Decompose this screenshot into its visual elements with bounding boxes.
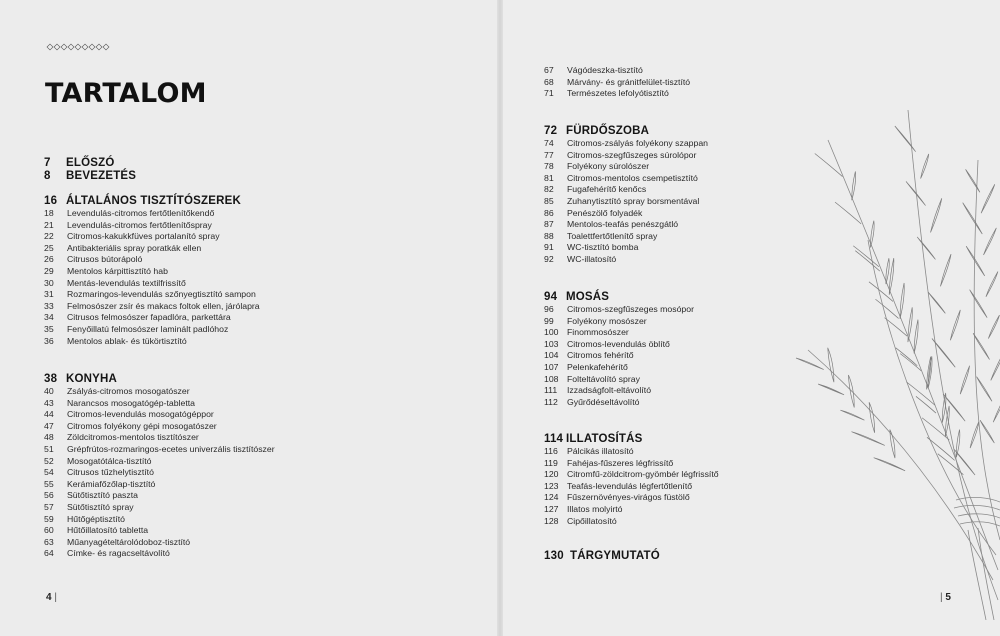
leaf-shape <box>828 348 834 382</box>
entry-title: Mentolos kárpittisztító hab <box>67 265 168 276</box>
section-heading[interactable] <box>44 373 484 386</box>
page-number-right-value: 5 <box>945 592 951 603</box>
section-heading[interactable] <box>44 195 484 208</box>
leaf-shape <box>980 420 994 443</box>
entry-title: Cipőillatosító <box>567 515 617 526</box>
entry-page-number: 51 <box>44 443 54 454</box>
section-page-number: 38 <box>44 373 58 385</box>
entry-title: Mentás-levendulás textilfrissítő <box>67 277 186 288</box>
section-title: KONYHA <box>66 373 118 385</box>
section-title: ELŐSZÓ <box>66 157 115 169</box>
entry-title: Levendulás-citromos fertőtlenítőspray <box>67 219 212 230</box>
section-title: FÜRDŐSZOBA <box>566 125 650 137</box>
toc-entry[interactable] <box>44 502 484 514</box>
entry-title: Mosogatótálca-tisztító <box>67 455 152 466</box>
entry-title: Toalettfertőtlenítő spray <box>567 230 658 241</box>
entry-page-number: 82 <box>544 184 554 195</box>
leaf-shape <box>875 299 898 318</box>
section-page-number: 16 <box>44 195 58 207</box>
entry-page-number: 44 <box>44 409 54 420</box>
entry-page-number: 77 <box>544 149 554 160</box>
leaf-shape <box>970 422 979 449</box>
entry-page-number: 74 <box>544 138 554 148</box>
entry-page-number: 34 <box>44 312 54 323</box>
leaf-shape <box>932 339 955 368</box>
entry-page-number: 64 <box>44 548 54 559</box>
entry-title: Citromos-szegfűszeges mosópor <box>567 304 694 314</box>
section-heading[interactable] <box>44 170 484 183</box>
toc-entry[interactable] <box>44 208 484 220</box>
entry-title: Zuhanytisztító spray borsmentával <box>567 195 700 206</box>
entry-page-number: 103 <box>544 338 559 349</box>
section-page-number: 7 <box>44 157 51 169</box>
toc-section-eloszo <box>44 157 484 170</box>
leaf-shape <box>855 251 880 271</box>
toc-entry[interactable] <box>44 444 484 456</box>
section-title: MOSÁS <box>566 291 610 303</box>
leaf-shape <box>840 410 864 420</box>
entry-title: Sütőtisztító spray <box>67 501 134 512</box>
leaf-shape <box>973 333 989 359</box>
entry-title: Citromos-szegfűszeges súrolópor <box>567 149 697 160</box>
entry-title: Fűszernövényes-virágos füstölő <box>567 492 690 503</box>
entry-page-number: 47 <box>44 420 54 431</box>
toc-entry[interactable] <box>44 220 484 232</box>
toc-entry[interactable] <box>44 409 484 421</box>
entry-page-number: 57 <box>44 501 54 512</box>
entry-page-number: 63 <box>44 536 54 547</box>
entry-title: WC-tisztító bomba <box>567 242 639 253</box>
page-number-separator: | <box>54 592 57 603</box>
leaf-shape <box>835 202 861 224</box>
entry-page-number: 26 <box>44 254 54 265</box>
section-heading[interactable] <box>44 157 484 170</box>
toc-entry[interactable] <box>44 479 484 491</box>
page-title: TARTALOM <box>45 78 207 109</box>
entry-page-number: 55 <box>44 478 54 489</box>
toc-section-konyha <box>44 373 484 560</box>
leaf-shape <box>988 315 999 338</box>
leaf-shape <box>916 396 936 413</box>
entry-title: Folyékony mosószer <box>567 315 647 326</box>
toc-entry[interactable] <box>44 266 484 278</box>
leaf-shape <box>886 258 889 284</box>
toc-entry[interactable] <box>44 421 484 433</box>
entry-title: WC-illatosító <box>567 253 617 264</box>
toc-entry[interactable] <box>544 88 984 100</box>
leaf-shape <box>895 126 916 152</box>
leaf-shape <box>950 310 960 340</box>
entry-page-number: 128 <box>544 515 559 526</box>
entry-page-number: 85 <box>544 195 554 206</box>
leaf-shape <box>796 358 824 370</box>
section-page-number: 130 <box>544 550 564 562</box>
leaf-shape <box>908 307 912 342</box>
entry-page-number: 60 <box>44 525 54 536</box>
entry-title: Márvány- és gránitfelület-tisztító <box>567 76 691 87</box>
toc-entry[interactable] <box>544 65 984 77</box>
leaf-shape <box>991 348 1000 381</box>
entry-page-number: 88 <box>544 230 554 241</box>
entry-title: Zöldcitromos-mentolos tisztítószer <box>67 432 199 443</box>
toc-entry[interactable] <box>44 514 484 526</box>
entry-page-number: 35 <box>44 323 54 334</box>
entry-page-number: 43 <box>44 397 54 408</box>
rosemary-illustration <box>768 100 1000 620</box>
entry-page-number: 68 <box>544 76 554 87</box>
toc-entry[interactable] <box>44 525 484 537</box>
leaf-shape <box>852 432 885 446</box>
toc-entry[interactable] <box>44 490 484 502</box>
diamond-ornament <box>46 43 110 51</box>
leaf-shape <box>943 394 965 421</box>
entry-title: Gyűrődéseltávolító <box>567 396 640 407</box>
toc-entry[interactable] <box>44 312 484 324</box>
entry-page-number: 127 <box>544 503 559 514</box>
entry-page-number: 111 <box>544 385 558 396</box>
entry-page-number: 86 <box>544 207 554 218</box>
entry-page-number: 112 <box>544 396 558 407</box>
leaf-shape <box>993 391 1000 422</box>
entry-title: Vágódeszka-tisztító <box>567 65 643 75</box>
entry-title: Hűtőillatosító tabletta <box>67 525 149 536</box>
leaf-shape <box>927 437 955 460</box>
entry-title: Izzadságfolt-eltávolító <box>567 385 652 396</box>
entry-title: Műanyagételtárolódoboz-tisztító <box>67 536 191 547</box>
entry-page-number: 52 <box>44 455 54 466</box>
entry-page-number: 104 <box>544 350 559 361</box>
entry-title: Citromos-mentolos csempetisztító <box>567 172 698 183</box>
entry-title: Mentolos-teafás penészgátló <box>567 219 679 230</box>
entry-title: Természetes lefolyótisztító <box>567 88 669 99</box>
toc-entry[interactable] <box>44 336 484 348</box>
entry-page-number: 91 <box>544 242 554 253</box>
entry-title: Citrusos tűzhelytisztító <box>67 467 154 478</box>
entry-title: Grépfrútos-rozmaringos-ecetes univerzális tisztítószer <box>67 443 275 454</box>
toc-entry[interactable] <box>44 456 484 468</box>
entry-title: Penészölő folyadék <box>567 207 643 218</box>
entry-title: Citrusos felmosószer fapadlóra, parkettára <box>67 312 231 323</box>
entry-title: Antibakteriális spray poratkák ellen <box>67 242 202 253</box>
entry-title: Felmosószer zsír és makacs foltok ellen, járólapra <box>67 300 260 311</box>
section-title: ÁLTALÁNOS TISZTÍTÓSZEREK <box>66 195 241 207</box>
entry-page-number: 31 <box>44 289 54 300</box>
leaf-shape <box>914 320 918 354</box>
section-title: TÁRGYMUTATÓ <box>570 550 660 562</box>
toc-entry[interactable] <box>44 432 484 444</box>
page-number-left <box>46 592 57 603</box>
toc-entry[interactable] <box>44 231 484 243</box>
leaf-shape <box>945 406 949 437</box>
entry-title: Fahéjas-fűszeres légfrissítő <box>567 457 674 468</box>
toc-entry[interactable] <box>44 386 484 398</box>
entry-title: Citrusos bútorápoló <box>67 254 143 265</box>
toc-entry[interactable] <box>44 301 484 313</box>
entry-page-number: 123 <box>544 480 559 491</box>
entry-title: Mentolos ablak- és tükörtisztító <box>67 335 187 346</box>
toc-entry[interactable] <box>44 324 484 336</box>
toc-entry[interactable] <box>44 243 484 255</box>
toc-entry[interactable] <box>44 289 484 301</box>
toc-entry[interactable] <box>44 278 484 290</box>
entry-page-number: 18 <box>44 208 54 218</box>
entry-title: Folteltávolító spray <box>567 373 640 384</box>
section-title: ILLATOSÍTÁS <box>566 433 643 445</box>
entry-title: Folyékony súrolószer <box>567 161 650 172</box>
entry-page-number: 116 <box>544 446 558 456</box>
entry-page-number: 100 <box>544 327 559 338</box>
section-title: BEVEZETÉS <box>66 170 137 182</box>
leaf-shape <box>960 366 969 394</box>
entry-page-number: 67 <box>544 65 554 75</box>
entry-page-number: 71 <box>544 88 554 99</box>
entry-title: Citromfű-zöldcitrom-gyömbér légfrissítő <box>567 469 719 480</box>
toc-entry[interactable] <box>44 254 484 266</box>
leaf-shape <box>963 203 983 234</box>
entry-page-number: 119 <box>544 457 558 468</box>
entry-page-number: 40 <box>44 386 54 396</box>
entry-title: Narancsos mosogatógép-tabletta <box>67 397 195 408</box>
entry-page-number: 33 <box>44 300 54 311</box>
leaf-shape <box>818 384 844 395</box>
leaf-shape <box>981 184 995 213</box>
entry-title: Citromos-levendulás mosogatógéppor <box>67 409 214 420</box>
toc-entry[interactable] <box>44 548 484 560</box>
page-number-separator: | <box>940 592 946 603</box>
book-gutter <box>497 0 503 636</box>
entry-title: Kerámiafőzőlap-tisztító <box>67 478 156 489</box>
entry-title: Pálcikás illatosító <box>567 446 634 456</box>
leaf-shape <box>931 198 942 232</box>
entry-page-number: 21 <box>44 219 54 230</box>
entry-title: Citromos fehérítő <box>567 350 634 361</box>
leaf-shape <box>889 258 894 295</box>
toc-entry[interactable] <box>44 537 484 549</box>
section-page-number: 114 <box>544 433 564 445</box>
toc-entry[interactable] <box>44 467 484 479</box>
leaf-shape <box>984 228 997 255</box>
leaf-shape <box>970 290 987 318</box>
entry-title: Pelenkafehérítő <box>567 361 628 372</box>
entry-page-number: 22 <box>44 231 54 242</box>
leaf-shape <box>966 246 985 276</box>
entry-title: Zsályás-citromos mosogatószer <box>67 386 190 396</box>
toc-section-bevezetes <box>44 170 484 183</box>
entry-page-number: 120 <box>544 469 559 480</box>
entry-page-number: 59 <box>44 513 54 524</box>
entry-page-number: 96 <box>544 304 554 314</box>
entry-page-number: 54 <box>44 467 54 478</box>
leaf-shape <box>874 458 905 471</box>
leaf-shape <box>940 254 951 286</box>
leaf-shape <box>900 283 904 319</box>
toc-entry[interactable] <box>44 398 484 410</box>
entry-page-number: 107 <box>544 361 559 372</box>
entry-title: Fenyőillatú felmosószer laminált padlóhoz <box>67 323 229 334</box>
leaf-shape <box>917 237 935 260</box>
entry-title: Citromos-zsályás folyékony szappan <box>567 138 708 148</box>
entry-page-number: 92 <box>544 253 554 264</box>
entry-title: Citromos-levendulás öblítő <box>567 338 670 349</box>
leaf-shape <box>870 221 874 248</box>
leaf-shape <box>869 402 874 433</box>
entry-page-number: 30 <box>44 277 54 288</box>
entry-page-number: 108 <box>544 373 559 384</box>
entry-title: Címke- és ragacseltávolító <box>67 548 170 559</box>
entry-title: Teafás-levendulás légfertőtlenítő <box>567 480 693 491</box>
section-page-number: 72 <box>544 125 558 137</box>
entry-title: Hűtőgéptisztító <box>67 513 125 524</box>
entry-title: Citromos folyékony gépi mosogatószer <box>67 420 217 431</box>
entry-page-number: 78 <box>544 161 554 172</box>
page-number-left-value: 4 <box>46 592 52 603</box>
entry-page-number: 56 <box>44 490 54 501</box>
entry-title: Levendulás-citromos fertőtlenítőkendő <box>67 208 215 218</box>
leaf-shape <box>977 377 992 402</box>
section-page-number: 94 <box>544 291 558 303</box>
toc-section-altalanos <box>44 195 484 347</box>
entry-page-number: 25 <box>44 242 54 253</box>
entry-title: Citromos-kakukkfüves portalanító spray <box>67 231 220 242</box>
entry-page-number: 87 <box>544 219 554 230</box>
toc-entry[interactable] <box>544 77 984 89</box>
entry-title: Illatos molyirtó <box>567 503 623 514</box>
entry-title: Sütőtisztító paszta <box>67 490 138 501</box>
leaf-shape <box>986 271 998 296</box>
entry-title: Rozmaringos-levendulás szőnyegtisztító sampon <box>67 289 256 300</box>
entry-page-number: 29 <box>44 265 54 276</box>
leaf-shape <box>921 154 929 179</box>
entry-page-number: 36 <box>44 335 54 346</box>
section-page-number: 8 <box>44 170 51 182</box>
entry-title: Finommosószer <box>567 327 629 338</box>
entry-page-number: 99 <box>544 315 554 326</box>
entry-title: Fugafehérítő kenőcs <box>567 184 647 195</box>
leaf-shape <box>853 246 879 267</box>
entry-page-number: 48 <box>44 432 54 443</box>
entry-page-number: 81 <box>544 172 554 183</box>
toc-section-konyha-continued <box>544 65 984 100</box>
entry-page-number: 124 <box>544 492 559 503</box>
leaf-shape <box>852 171 856 200</box>
